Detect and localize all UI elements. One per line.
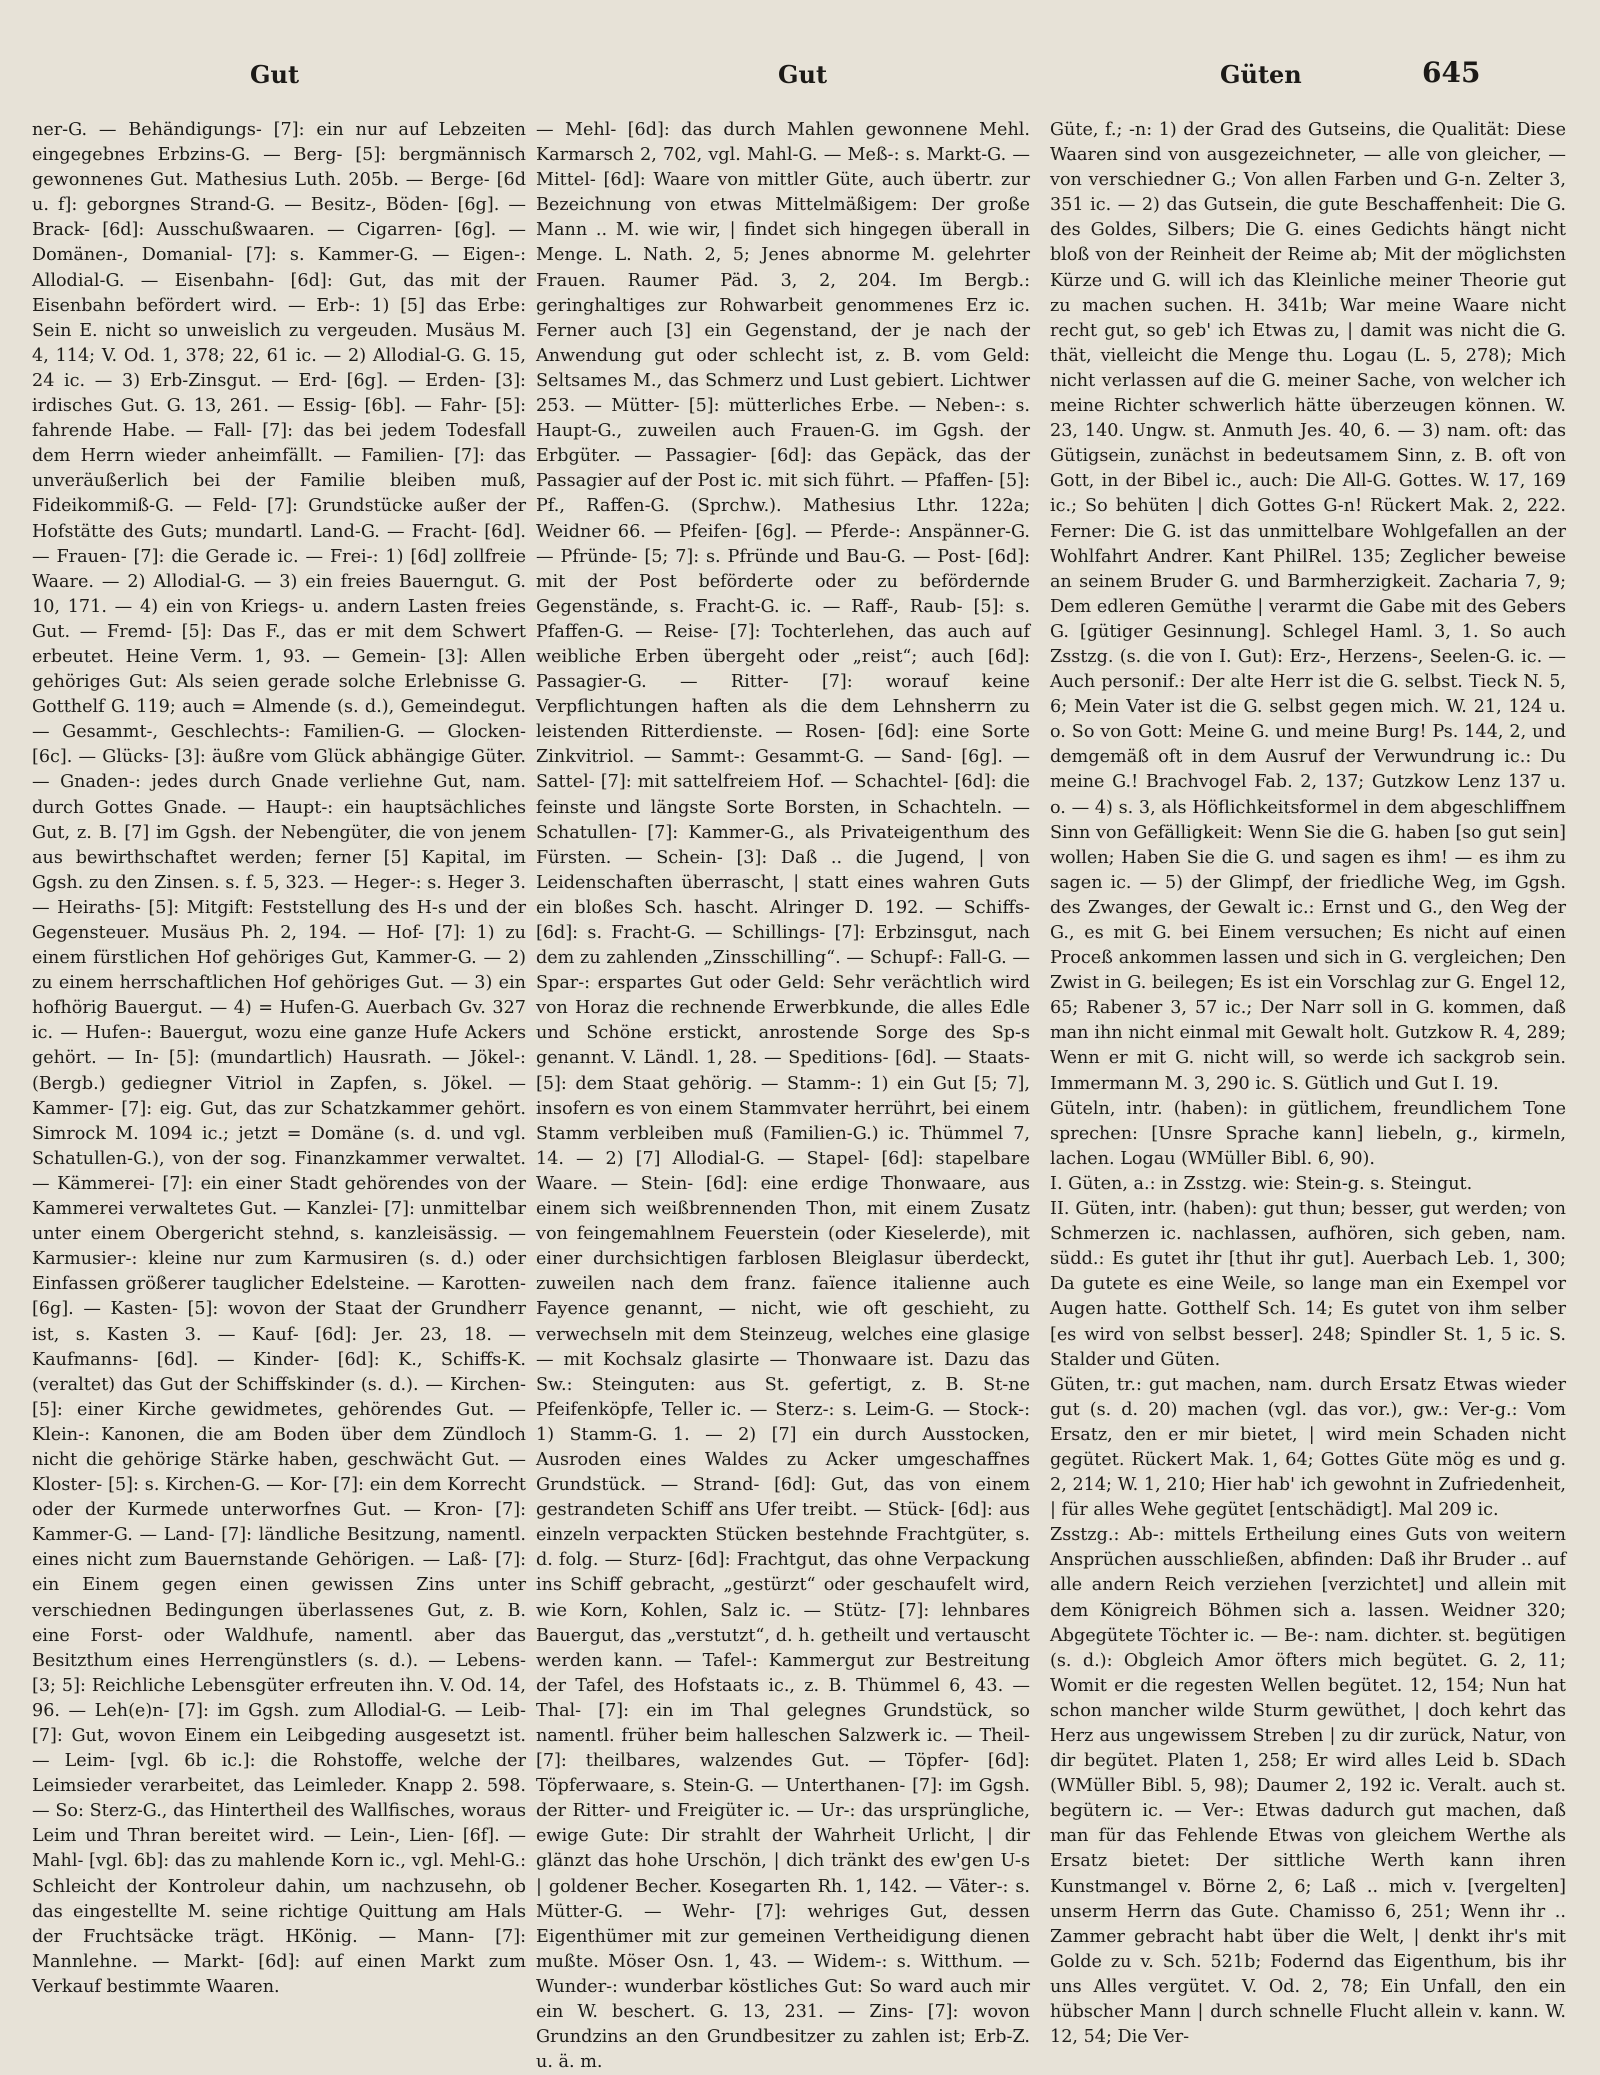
entry-paragraph: ner-G. — Behändigungs- [7]: ein nur auf Lebzeiten eingegebnes Erbzins-G. — Berg- [5]: bergmännisch gewonnenes Gut. Mathesius Luth. 205b. — Berge- [6d u. f]: geborgnes Strand-G. — Besitz-, Böden- [6g]. — Brack- [6d]: Ausschußwaaren. — Cigarren- [6g]. — Domänen-, Domanial- [7]: s. Kammer-G. — Eigen-: Allodial-G. — Eisenbahn- [6d]: Gut, das mit der Eisenbahn befördert wird. — Erb-: 1) [5] das Erbe: Sein E. nicht so unweislich zu vergeuden. Musäus M. 4, 114; V. Od. 1, 378; 22, 61 ic. — 2) Allodial-G. G. 15, 24 ic. — 3) Erb-Zinsgut. — Erd- [6g]. — Erden- [3]: irdisches Gut. G. 13, 261. — Essig- [6b]. — Fahr- [5]: fahrende Habe. — Fall- [7]: das bei jedem Todesfall dem Herrn wieder anheimfällt. — Familien- [7]: das unveräußerlich bei der Familie bleiben muß, Fideikommiß-G. — Feld- [7]: Grundstücke außer der Hofstätte des Guts; mundartl. Land-G. — Fracht- [6d]. — Frauen- [7]: die Gerade ic. — Frei-: 1) [6d] zollfreie Waare. — 2) Allodial-G. — 3) ein freies Bauerngut. G. 10, 171. — 4) ein von Kriegs- u. andern Lasten freies Gut. — Fremd- [5]: Das F., das er mit dem Schwert erbeutet. Heine Verm. 1, 93. — Gemein- [3]: Allen gehöriges Gut: Als seien gerade solche Erlebnisse G. Gotthelf G. 119; auch = Almende (s. d.), Gemeindegut. — Gesammt-, Geschlechts-: Familien-G. — Glocken- [6c]. — Glücks- [3]: äußre vom Glück abhängige Güter. — Gnaden-: jedes durch Gnade verliehne Gut, nam. durch Gottes Gnade. — Haupt-: ein hauptsächliches Gut, z. B. [7] im Ggsh. der Nebengüter, die von jenem aus bewirthschaftet werden; ferner [5] Kapital, im Ggsh. zu den Zinsen. s. f. 5, 323. — Heger-: s. Heger 3. — Heiraths- [5]: Mitgift: Feststellung des H-s und der Gegensteuer. Musäus Ph. 2, 194. — Hof- [7]: 1) zu einem fürstlichen Hof gehöriges Gut, Kammer-G. — 2) zu einem herrschaftlichen Hof gehöriges Gut. — 3) ein hofhörig Bauergut. — 4) = Hufen-G. Auerbach Gv. 327 ic. — Hufen-: Bauergut, wozu eine ganze Hufe Ackers gehört. — In- [5]: (mundartlich) Hausrath. — Jökel-: (Bergb.) gediegner Vitriol in Zapfen, s. Jökel. — Kammer- [7]: eig. Gut, das zur Schatzkammer gehört. Simrock M. 1094 ic.; jetzt = Domäne (s. d. und vgl. Schatullen-G.), von der sog. Finanzkammer verwaltet. — Kämmerei- [7]: ein einer Stadt gehörendes von der Kammerei verwaltetes Gut. — Kanzlei- [7]: unmittelbar unter einem Obergericht stehnd, s. kanzleisässig. — Karmusier-: kleine nur zum Karmusiren (s. d.) oder Einfassen größerer tauglicher Edelsteine. — Karotten- [6g]. — Kasten- [5]: wovon der Staat der Grundherr ist, s. Kasten 3. — Kauf- [6d]: Jer. 23, 18. — Kaufmanns- [6d]. — Kinder- [6d]: K., Schiffs-K. (veraltet) das Gut der Schiffskinder (s. d.). — Kirchen- [5]: einer Kirche gewidmetes, gehörendes Gut. — Klein-: Kanonen, die am Boden über dem Zündloch nicht die gehörige Stärke haben, geschwächt Gut. — Kloster- [5]: s. Kirchen-G. — Kor- [7]: ein dem Korrecht oder der Kurmede unterworfnes Gut. — Kron- [7]: Kammer-G. — Land- [7]: ländliche Besitzung, namentl. eines nicht zum Bauernstande Gehörigen. — Laß- [7]: ein Einem gegen einen gewissen Zins unter verschiednen Bedingungen überlassenes Gut, z. B. eine Forst- oder Waldhufe, namentl. aber das Besitzthum eines Herrengünstlers (s. d.). — Lebens- [3; 5]: Reichliche Lebensgüter erfreuten ihn. V. Od. 14, 96. — Leh(e)n- [7]: im Ggsh. zum Allodial-G. — Leib- [7]: Gut, wovon Einem ein Leibgeding ausgesetzt ist. — Leim- [vgl. 6b ic.]: die Rohstoffe, welche der Leimsieder verarbeitet, das Leimleder. Knapp 2. 598. — So: Sterz-G., das Hintertheil des Wallfisches, woraus Leim und Thran bereitet wird. — Lein-, Lien- [6f]. — Mahl- [vgl. 6b]: das zu mahlende Korn ic., vgl. Mehl-G.: Schleicht der Kontroleur dahin, um nachzusehn, ob das eingestellte M. seine richtige Quittung am Hals der Fruchtsäcke trägt. HKönig. — Mann- [7]: Mannlehne. — Markt- [6d]: auf einen Markt zum Verkauf bestimmte Waaren.	[32, 120, 526, 1997]
page-number: 645	[1422, 56, 1481, 89]
entry-compounds: Zsstzg.: Ab-: mittels Ertheilung eines Guts von weitern Ansprüchen ausschließen, abfinden: Daß ihr Bruder .. auf alle andern Reich verziehen [verzichtet] und allein mit dem Königreich Böhmen sich a. lassen. Weidner 320; Abgegütete Töchter ic. — Be-: nam. dichter. st. begütigen (s. d.): Obgleich Amor öfters mich begütet. G. 2, 11; Womit er die regesten Wellen begütet. 12, 154; Nun hat schon mancher wilde Sturm gewüthet, | doch kehrt das Herz aus ungewissem Streben | zu dir zurück, Natur, von dir begütet. Platen 1, 258; Er wird alles Leid b. SDach (WMüller Bibl. 5, 98); Daumer 2, 192 ic. Veralt. auch st. begütern ic. — Ver-: Etwas dadurch gut machen, daß man für das Fehlende Etwas von gleichem Werthe als Ersatz bietet: Der sittliche Werth kann ihren Kunstmangel v. Börne 2, 6; Laß .. mich v. [vergelten] unserm Herrn das Gute. Chamisso 6, 251; Wenn ihr .. Zammer gebracht habt über die Welt, | denkt ihr's mit Golde zu v. Sch. 521b; Fodernd das Eigenthum, bis ihr uns Alles vergütet. V. Od. 2, 78; Ein Unfall, den ein hübscher Mann | durch schnelle Flucht allein v. kann. W. 12, 54; Die Ver-	[1050, 1525, 1566, 2048]
running-header	[0, 52, 1600, 92]
header-left-keyword: Gut	[250, 60, 300, 89]
text-column-middle	[536, 118, 1030, 2075]
entry-gueten-tr: Güten, tr.: gut machen, nam. durch Ersatz Etwas wieder gut (s. d. 20) machen (vgl. das vor.), gw.: Ver-g.: Vom Ersatz, den er mir bietet, | wird mein Schaden nicht gegütet. Rückert Mak. 1, 64; Gottes Güte mög es und g. 2, 214; W. 1, 210; Hier hab' ich gewohnt in Zufriedenheit, | für alles Wehe gegütet [entschädigt]. Mal 209 ic.	[1050, 1374, 1566, 1521]
entry-paragraph: — Mehl- [6d]: das durch Mahlen gewonnene Mehl. Karmarsch 2, 702, vgl. Mahl-G. — Meß-: s. Markt-G. — Mittel- [6d]: Waare von mittler Güte, auch übertr. zur Bezeichnung von etwas Mittelmäßigem: Der große Mann .. M. wie wir, | findet sich hingegen überall in Menge. L. Nath. 2, 5; Jenes abnorme M. gelehrter Frauen. Raumer Päd. 3, 2, 204. Im Bergb.: geringhaltiges zur Rohwarbeit genommenes Erz ic. Ferner auch [3] ein Gegenstand, der je nach der Anwendung gut oder schlecht ist, z. B. vom Geld: Seltsames M., das Schmerz und Lust gebiert. Lichtwer 253. — Mütter- [5]: mütterliches Erbe. — Neben-: s. Haupt-G., zuweilen auch Frauen-G. im Ggsh. der Erbgüter. — Passagier- [6d]: das Gepäck, das der Passagier auf der Post ic. mit sich führt. — Pfaffen- [5]: Pf., Raffen-G. (Sprchw.). Mathesius Lthr. 122a; Weidner 66. — Pfeifen- [6g]. — Pferde-: Anspänner-G. — Pfründe- [5; 7]: s. Pfründe und Bau-G. — Post- [6d]: mit der Post beförderte oder zu befördernde Gegenstände, s. Fracht-G. ic. — Raff-, Raub- [5]: s. Pfaffen-G. — Reise- [7]: Tochterlehen, das auch auf weibliche Erben übergeht oder „reist“; auch [6d]: Passagier-G. — Ritter- [7]: worauf keine Verpflichtungen haften als die dem Lehnsherrn zu leistenden Ritterdienste. — Rosen- [6d]: eine Sorte Zinkvitriol. — Sammt-: Gesammt-G. — Sand- [6g]. — Sattel- [7]: mit sattelfreiem Hof. — Schachtel- [6d]: die feinste und längste Sorte Borsten, in Schachteln. — Schatullen- [7]: Kammer-G., als Privateigenthum des Fürsten. — Schein- [3]: Daß .. die Jugend, | von Leidenschaften überrascht, | statt eines wahren Guts ein bloßes Sch. hascht. Alringer D. 192. — Schiffs- [6d]: s. Fracht-G. — Schillings- [7]: Erbzinsgut, nach dem zu zahlenden „Zinsschilling“. — Schupf-: Fall-G. — Spar-: erspartes Gut oder Geld: Sehr verächtlich wird von Horaz die rechnende Erwerbkunde, die alles Edle und Schöne erstickt, anrostende Sorge des Sp-s genannt. V. Ländl. 1, 28. — Speditions- [6d]. — Staats- [5]: dem Staat gehörig. — Stamm-: 1) ein Gut [5; 7], insofern es von einem Stammvater herrührt, bei einem Stamm verbleiben muß (Familien-G.) ic. Thümmel 7, 14. — 2) [7] Allodial-G. — Stapel- [6d]: stapelbare Waare. — Stein- [6d]: eine erdige Thonwaare, aus einem sich weißbrennenden Thon, mit einem Zusatz von feingemahlnem Feuerstein (oder Kieselerde), mit einer durchsichtigen farblosen Bleiglasur überdeckt, zuweilen nach dem franz. faïence italienne auch Fayence genannt, — nicht, wie oft geschieht, zu verwechseln mit dem Steinzeug, welches eine glasige — mit Kochsalz glasirte — Thonwaare ist. Dazu das Sw.: Steinguten: aus St. gefertigt, z. B. St-ne Pfeifenköpfe, Teller ic. — Sterz-: s. Leim-G. — Stock-: 1) Stamm-G. 1. — 2) [7] ein durch Ausstocken, Ausroden eines Waldes zu Acker umgeschaffnes Grundstück. — Strand- [6d]: Gut, das von einem gestrandeten Schiff ans Ufer treibt. — Stück- [6d]: aus einzeln verpackten Stücken bestehnde Frachtgüter, s. d. folg. — Sturz- [6d]: Frachtgut, das ohne Verpackung ins Schiff gebracht, „gestürzt“ oder geschaufelt wird, wie Korn, Kohlen, Salz ic. — Stütz- [7]: lehnbares Bauergut, das „verstutzt“, d. h. getheilt und vertauscht werden kann. — Tafel-: Kammergut zur Bestreitung der Tafel, des Hofstaats ic., z. B. Thümmel 6, 43. — Thal- [7]: ein im Thal gelegnes Grundstück, so namentl. früher beim halleschen Salzwerk ic. — Theil- [7]: theilbares, walzendes Gut. — Töpfer- [6d]: Töpferwaare, s. Stein-G. — Unterthanen- [7]: im Ggsh. der Ritter- und Freigüter ic. — Ur-: das ursprüngliche, ewige Gute: Dir strahlt der Wahrheit Urlicht, | dir glänzt das hohe Urschön, | dich tränkt des ew'gen U-s | goldener Becher. Kosegarten Rh. 1, 142. — Väter-: s. Mütter-G. — Wehr- [7]: wehriges Gut, dessen Eigenthümer mit zur gemeinen Vertheidigung dienen mußte. Möser Osn. 1, 43. — Widem-: s. Witthum. — Wunder-: wunderbar köstliches Gut: So ward auch mir ein W. beschert. G. 13, 231. — Zins- [7]: wovon Grundzins an den Grundbesitzer zu zahlen ist; Erb-Z. u. ä. m.	[536, 120, 1030, 2073]
entry-gueteln: Güteln, intr. (haben): in gütlichem, freundlichem Tone sprechen: [Unsre Sprache kann] liebeln, g., kirmeln, lachen. Logau (WMüller Bibl. 6, 90).	[1050, 1098, 1566, 1169]
text-column-left	[32, 118, 526, 2000]
entry-gueten-2: II. Güten, intr. (haben): gut thun; besser, gut werden; von Schmerzen ic. nachlassen, aufhören, sich geben, nam. südd.: Es gutet ihr [thut ihr gut]. Auerbach Leb. 1, 300; Da gutete es eine Weile, so lange man ein Exempel vor Augen hatte. Gotthelf Sch. 14; Es gutet von ihm selber [es wird von selbst besser]. 248; Spindler St. 1, 5 ic. S. Stalder und Güten.	[1050, 1199, 1566, 1370]
header-right-keyword: Güten	[1220, 60, 1302, 89]
entry-gueten-1: I. Güten, a.: in Zsstzg. wie: Stein-g. s. Steingut.	[1050, 1173, 1473, 1194]
text-column-right	[1050, 118, 1566, 2050]
entry-guete: Güte, f.; -n: 1) der Grad des Gutseins, die Qualität: Diese Waaren sind von ausgezeichneter, — alle von gleicher, — von verschiedner G.; Von allen Farben und G-n. Zelter 3, 351 ic. — 2) das Gutsein, die gute Beschaffenheit: Die G. des Goldes, Silbers; Die G. eines Gedichts hängt nicht bloß von der Reinheit der Reime ab; Mit der möglichsten Kürze und G. will ich das Kleinliche meiner Theorie gut zu machen suchen. H. 341b; War meine Waare nicht recht gut, so geb' ich Etwas zu, | damit was nicht die G. thät, vielleicht die Menge thu. Logau (L. 5, 278); Mich nicht verlassen auf die G. meiner Sache, von welcher ich meine Richter schwerlich hätte überzeugen können. W. 23, 140. Ungw. st. Anmuth Jes. 40, 6. — 3) nam. oft: das Gütigsein, zunächst in bedeutsamem Sinn, z. B. oft von Gott, in der Bibel ic., auch: Die All-G. Gottes. W. 17, 169 ic.; So behüten | dich Gottes G-n! Rückert Mak. 2, 222. Ferner: Die G. ist das unmittelbare Wohlgefallen an der Wohlfahrt Andrer. Kant PhilRel. 135; Zeglicher beweise an seinem Bruder G. und Barmherzigkeit. Zacharia 7, 9; Dem edleren Gemüthe | verarmt die Gabe mit des Gebers G. [gütiger Gesinnung]. Schlegel Haml. 3, 1. So auch Zsstzg. (s. die von I. Gut): Erz-, Herzens-, Seelen-G. ic. — Auch personif.: Der alte Herr ist die G. selbst. Tieck N. 5, 6; Mein Vater ist die G. selbst gegen mich. W. 21, 124 u. o. So von Gott: Meine G. und meine Burg! Ps. 144, 2, und demgemäß oft in dem Ausruf der Verwundrung ic.: Du meine G.! Brachvogel Fab. 2, 137; Gutzkow Lenz 137 u. o. — 4) s. 3, als Höflichkeitsformel in dem abgeschliffnem Sinn von Gefälligkeit: Wenn Sie die G. haben [so gut sein] wollen; Haben Sie die G. und sagen es ihm! — es ihm zu sagen ic. — 5) der Glimpf, der friedliche Weg, im Ggsh. des Zwanges, der Gewalt ic.: Ernst und G., den Weg der G., es mit G. bei Einem versuchen; Es nicht auf einen Proceß ankommen lassen und sich in G. vergleichen; Den Zwist in G. beilegen; Es ist ein Vorschlag zur G. Engel 12, 65; Rabener 3, 57 ic.; Der Narr soll in G. kommen, daß man ihn nicht einmal mit Gewalt holt. Gutzkow R. 4, 289; Wenn er mit G. nicht will, so werde ich sackgrob sein. Immermann M. 3, 290 ic. S. Gütlich und Gut I. 19.	[1050, 120, 1566, 1094]
header-center-keyword: Gut	[778, 60, 828, 89]
